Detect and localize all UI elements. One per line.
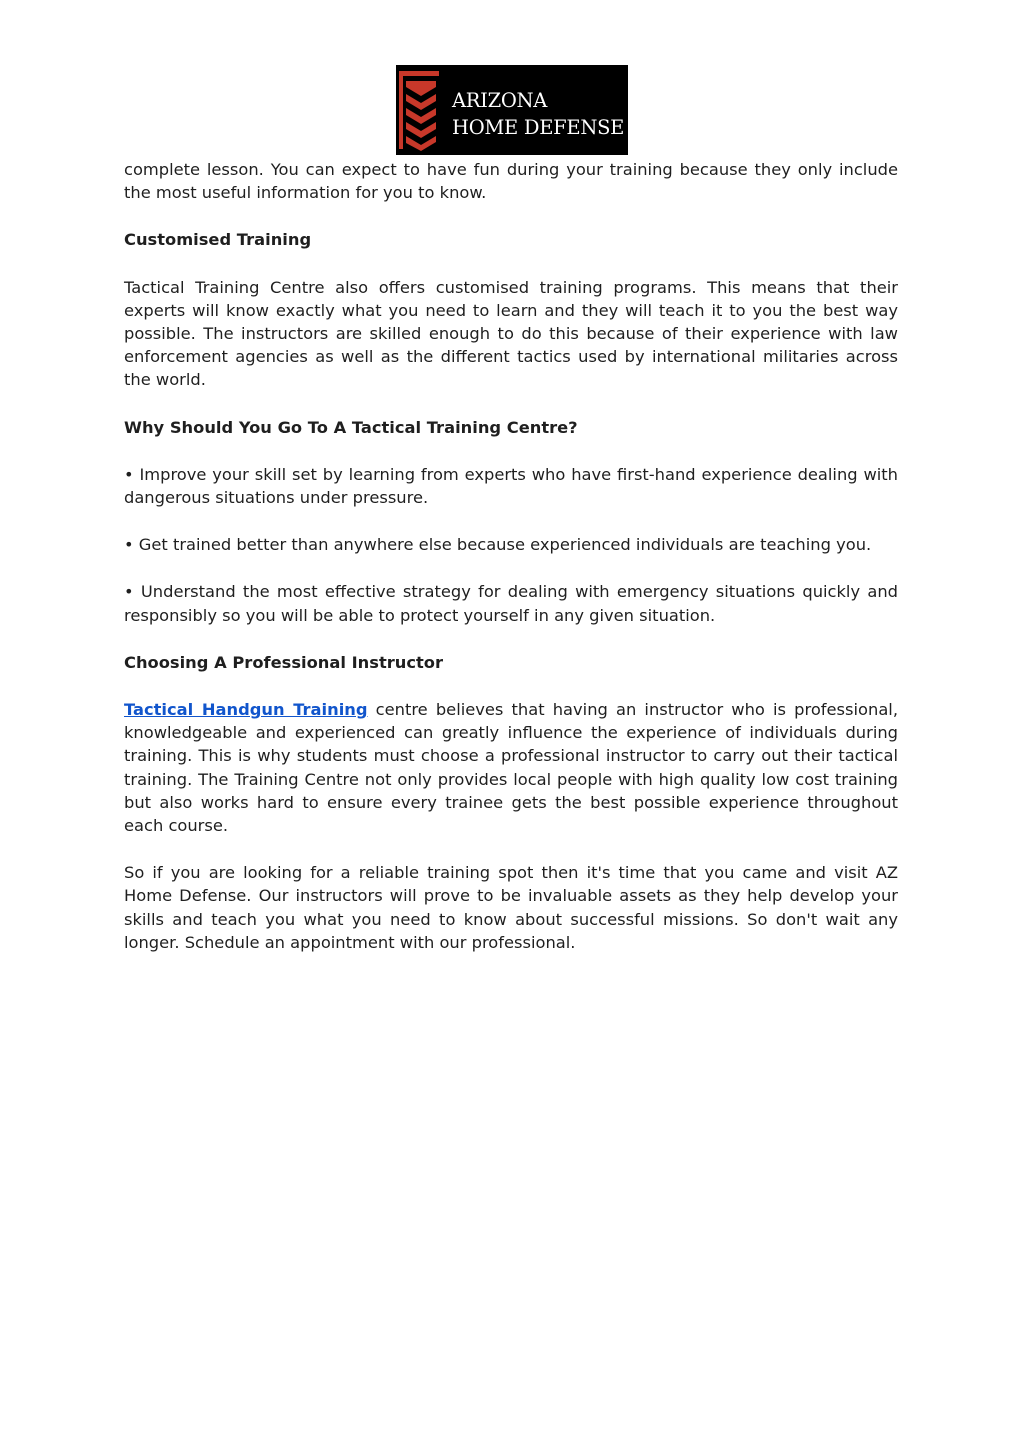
logo-line-2: HOME DEFENSE <box>452 116 625 139</box>
choosing-instructor-text: centre believes that having an instructor who is professional, knowledgeable and experienced can greatly influence the experience of individuals during training. This is why students must choose a professional instructor to carry out their tactical training. The Training Centre not only provides local people with high quality low cost training but also works hard to ensure every trainee gets the best possible experience throughout each course. <box>124 700 898 836</box>
company-logo <box>396 65 628 155</box>
heading-customised-training: Customised Training <box>124 230 312 250</box>
logo-line-1: ARIZONA <box>452 89 548 112</box>
chevron-shield-logo-icon <box>396 65 452 155</box>
bullet-understand-strategy: • Understand the most effective strategy for dealing with emergency situations quickly and responsibly so you will be able to protect yourself in any given situation. <box>124 582 898 625</box>
bullet-improve-skills: • Improve your skill set by learning from experts who have first-hand experience dealing with dangerous situations under pressure. <box>124 464 898 508</box>
heading-why-tactical-centre: Why Should You Go To A Tactical Training Centre? <box>124 417 578 437</box>
tactical-handgun-training-link[interactable]: Tactical Handgun Training <box>124 700 368 720</box>
closing-paragraph: So if you are looking for a reliable training spot then it's time that you came and visit AZ Home Defense. Our instructors will prove to be invaluable assets as they help develop your skills and teach you what you need to know about successful missions. So don't wait any longer. Schedule an appointment with our professional. <box>124 863 898 952</box>
logo-wordmark <box>452 87 624 141</box>
article-body <box>124 158 898 978</box>
intro-paragraph: complete lesson. You can expect to have fun during your training because they only include the most useful information for you to know. <box>124 160 898 203</box>
customised-training-paragraph: Tactical Training Centre also offers customised training programs. This means that their experts will know exactly what you need to learn and they will teach it to you the best way possible. The instructors are skilled enough to do this because of their experience with law enforcement agencies as well as the different tactics used by international militaries across the world. <box>124 277 898 390</box>
choosing-instructor-paragraph <box>124 698 898 837</box>
bullet-get-trained: • Get trained better than anywhere else because experienced individuals are teaching you. <box>124 535 872 555</box>
heading-choosing-instructor: Choosing A Professional Instructor <box>124 652 444 672</box>
